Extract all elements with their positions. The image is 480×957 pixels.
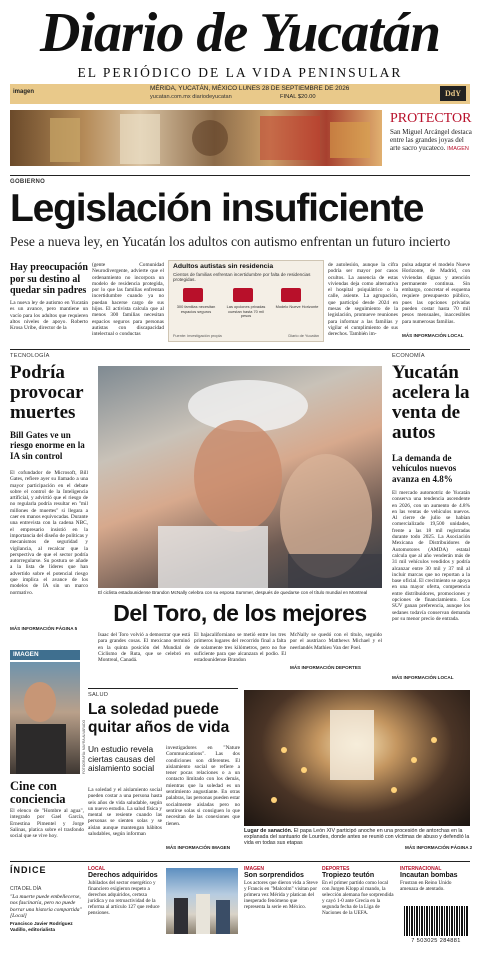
infobox-credit: Diario de Yucatán xyxy=(288,333,319,338)
health-col2: investigadores en "Nature Communications". Las dos condiciones son diferentes. El aislamiento social se refiere a tener pocas relaciones o a un contacto limitado con los demás, mientras que la soledad es un sentimiento angustiante. En otras palabras, las personas pueden estar socialmente aisladas pero no sentirse solas si consiguen lo que necesitan de las conexiones que tienen. xyxy=(166,745,240,827)
infobox-source: Fuente: investigación propia xyxy=(173,333,222,338)
tech-subhead: Bill Gates ve un riesgo enorme en la IA sin control xyxy=(10,430,85,461)
index-item-headline: Tropiezo teutón xyxy=(322,872,375,879)
health-subhead: Un estudio revela ciertas causas del aislamiento social xyxy=(88,744,156,774)
actor-photo-art xyxy=(10,662,80,774)
lead-more-info[interactable]: MÁS INFORMACIÓN LOCAL xyxy=(402,333,464,338)
infobox-item1: 300 familias necesitan espacios seguros xyxy=(176,304,216,314)
lead-section: GOBIERNO xyxy=(10,179,46,185)
index-item-category: IMAGEN xyxy=(244,866,264,872)
lead-subhead: Pese a nueva ley, en Yucatán los adultos con autismo enfrentan un futuro incierto xyxy=(10,234,451,249)
health-col1: La soledad y el aislamiento social pueden costar a una persona hasta seis años de vida saludable, según un nuevo estudio. La salud física y mental se resiente cuando las personas se sienten solas y se aíslan aunque mantengan hábitos saludables, según informan xyxy=(88,787,162,838)
cyclist-caption: El ciclista estadounidense Brandon McNally celebra con su esposa Summer, después de quedarse con el título mundial en Montreal xyxy=(98,590,368,595)
protector-photo[interactable] xyxy=(10,110,382,166)
cyclist-photo-art xyxy=(98,366,382,588)
lead-col4: de autolesión, aunque la cifra podría ser mayor por casos ocultos. La ausencia de estas viviendas deja como alternativa el hospital psiquiátrico o la calle, asiente. La agrupación, que participó desde 2024 en mesas de seguimiento de la legislación, promueve reuniones para informar a las familias y vigilar el cumplimiento de sus derechos. También im- xyxy=(328,262,398,338)
actor-photo[interactable] xyxy=(10,662,80,774)
lead-col5: pulsa adaptar el modelo Nueve Horizonte, de Madrid, con viviendas dignas y atención permanente continua. Sin embargo, concretar el esquema requiere presupuesto público, pues las opciones privadas pueden costar hasta 70 mil pesos mensuales, inaccesibles para numerosas familias. xyxy=(402,262,470,325)
tech-more-info[interactable]: MÁS INFORMACIÓN PÁGINA 5 xyxy=(10,626,78,631)
sports-col3: McNally se quedó con el título, seguido por el austriaco Matthews Michael y el neerlandés Mathieu Van der Poel. xyxy=(290,632,382,651)
imagen-body: El elenco de "Hombre al agua", integrado por Gael García, Ernestina Pimentel y Jorge Salinas, platica sobre el trasfondo social que se vive hoy. xyxy=(10,808,84,840)
barcode xyxy=(404,906,468,936)
imagen-label[interactable]: IMAGEN xyxy=(13,651,39,658)
dateline: MÉRIDA, YUCATÁN, MÉXICO LUNES 28 DE SEPTIEMBRE DE 2026 xyxy=(150,85,350,92)
economy-more-info[interactable]: MÁS INFORMACIÓN LOCAL xyxy=(392,675,454,680)
sports-col1: Isaac del Toro volvió a demostrar que está para grandes cosas. El mexicano terminó en la quinta posición del Mundial de Ciclismo de Ruta, que se celebró en Montreal, Canadá. xyxy=(98,632,190,664)
economy-body: El mercado automotriz de Yucatán conserva una tendencia ascendente en 2026, con un aumento de 4.8% en las ventas de vehículos nuevos. Al cierre de julio se habían comercializado 19,500 unidades, frente a las 18 mil registradas durante todo 2025. La Asociación Mexicana de Distribuidores de Automotores (AMDA) estatal calcula que al año venderán más de 31 mil vehículos vendidos y podría alcanzar entre 30 mil y 37 mil al incluir marcas que no reportan a la base oficial. El crecimiento se apoya en una mayor oferta, competencia entre distribuidores, promociones y opciones de financiamiento. Los SUV ganan preferencia, aunque los sedanes todavía conservan demanda por su menor precio de entrada. xyxy=(392,490,470,622)
sports-col2: El bajacaliforniano se metió entre los tres primeros lugares del recorrido final a falta de solamente tres kilómetros, pero no fue suficiente para que alcanzara el podio. El estadounidense Brandon xyxy=(194,632,286,664)
economy-subhead: La demanda de vehículos nuevos avanza en 4.8% xyxy=(392,453,457,484)
index-item-text: En el primer partido como local con Jurgen Klopp al mando, la selección alemana fue sorprendida y cayó 1-0 ante Grecia en la segunda fecha de la Liga de Naciones de la UEFA. xyxy=(322,879,394,916)
local-thumbnail-art xyxy=(166,868,238,934)
infobox-item2: Las opciones privadas cuestan hasta 70 mil pesos xyxy=(226,304,266,319)
promo-label[interactable]: PROTECTOR xyxy=(390,111,472,126)
index-top-rule xyxy=(10,861,470,862)
masthead-tagline: EL PERIÓDICO DE LA VIDA PENINSULAR xyxy=(77,65,403,80)
barcode-number: 7 503025 284881 xyxy=(404,938,468,944)
index-item-text: Jubilados del sector energético y financiero exigieron respeto a derechos adquiridos, certeza jurídica y no retroactividad de la reforma al artículo 127 que reduce pensiones. xyxy=(88,879,160,916)
masthead-title[interactable]: Diario de Yucatán xyxy=(40,2,440,64)
lead-col1: La nueva ley de autismo en Yucatán es un avance, pero mantiene un vacío para los adultos que requieren altos niveles de apoyo. Roberto Krosa Uribe, director de la xyxy=(10,300,88,332)
tech-top-rule xyxy=(10,349,470,350)
pope-caption-lead: Lugar de sanación. xyxy=(244,828,293,834)
lead-side-head: Hay preocupación por su destino al quedar sin padres xyxy=(10,262,88,296)
index-item-imagen[interactable] xyxy=(244,866,318,910)
index-item-text: Los actores que dieron vida a Steve y Francis en "Malcolm" visitan por primera vez Mérida y platican del inesperado fenómeno que representa la serie en México. xyxy=(244,879,318,910)
health-top-rule xyxy=(88,688,238,689)
infobox-subtitle: Cientos de familias enfrentan incertidumbre por falta de residencias protegidas. xyxy=(173,272,311,283)
index-title: ÍNDICE xyxy=(10,865,47,875)
index-item-headline: Son sorprendidos xyxy=(244,872,304,879)
lead-col2: (gente Comunidad Neurodivergente, advierte que el ordenamiento no incorpora un modelo de residencia protegida, por lo que las familias enfrentan incertidumbre cuando ya no puedan hacerse cargo de sus hijos. El activista calcula que al menos 300 familias necesitan espacios seguros para personas autistas con discapacidad intelectual o conductas xyxy=(92,262,164,338)
index-item-category: DEPORTES xyxy=(322,866,350,872)
pope-caption xyxy=(244,828,470,847)
local-thumbnail[interactable] xyxy=(166,868,238,934)
imagen-badge[interactable]: imagen xyxy=(13,89,35,95)
building-icon xyxy=(233,288,253,302)
quote-label: CITA DEL DÍA xyxy=(10,886,42,892)
index-item-internacional[interactable] xyxy=(400,866,470,892)
tech-headline[interactable]: Podría provocar muertes xyxy=(10,362,84,423)
sports-more-info[interactable]: MÁS INFORMACIÓN DEPORTES xyxy=(290,665,361,670)
index-item-deportes[interactable] xyxy=(322,866,396,916)
price: FINAL $20.00 xyxy=(280,94,316,100)
index-item-category: INTERNACIONAL xyxy=(400,866,442,872)
quote-author: Francisco Javier Rodríguez Vadillo, editorialista xyxy=(10,922,73,933)
index-item-local[interactable] xyxy=(88,866,162,916)
pope-caption-body: El papa León XIV participó anoche en una procesión de antorchas en la explanada del santuario de Lourdes, donde antes se reunió con víctimas de abuso y defendió la vida en todas sus etapas xyxy=(244,828,470,847)
lead-top-rule xyxy=(10,175,470,176)
promo-tag: IMAGEN xyxy=(447,146,469,153)
pope-photo[interactable] xyxy=(244,690,470,826)
ddy-badge: DdY xyxy=(440,86,466,101)
tech-body: El cofundador de Microsoft, Bill Gates, refiere ayer su llamado a una mayor participación en el debate sobre el control de la Inteligencia artificial, y advirtió que el riesgo de no regularla podría resultar en "mil millones de muertes" si llegara a caer en manos equivocadas. Durante una entrevista con la cadena NBC, el empresario insistió en la importancia del diseño de políticas y mecanismos de seguridad y vigilancia, al recalcar que la perspectiva de que el sector podría autorregularse. Su postura se añade a la lista de líderes que han advertido sobre el potencial riesgo que implica el avance de los modelos de IA sin un marco normativo. xyxy=(10,470,88,596)
masthead-urls[interactable]: yucatan.com.mx diariodeyucatan xyxy=(150,94,232,100)
health-section: SALUD xyxy=(88,692,109,698)
lead-headline[interactable]: Legislación insuficiente xyxy=(10,187,424,230)
promo-text-body: San Miguel Arcángel destaca entre las grandes joyas del arte sacro yucateco. xyxy=(390,128,472,153)
imagen-headline[interactable]: Cine con conciencia xyxy=(10,779,66,806)
pope-photo-art xyxy=(244,690,470,826)
family-icon xyxy=(183,288,203,302)
money-icon xyxy=(281,288,301,302)
sports-headline[interactable]: Del Toro, de los mejores xyxy=(113,600,367,626)
cyclist-photo[interactable] xyxy=(98,366,382,588)
infobox-item3: Modelo Nueve Horizonte xyxy=(275,304,319,309)
infobox xyxy=(168,260,324,342)
protector-photo-art xyxy=(10,110,382,166)
index-item-headline: Incautan bombas xyxy=(400,872,458,879)
health-more-info[interactable]: MÁS INFORMACIÓN IMAGEN xyxy=(166,845,231,850)
economy-headline[interactable]: Yucatán acelera la venta de autos xyxy=(392,362,470,443)
promo-text xyxy=(390,128,475,154)
tech-section: TECNOLOGÍA xyxy=(10,353,50,359)
pope-more-info[interactable]: MÁS INFORMACIÓN PÁGINA 2 xyxy=(405,845,473,850)
index-item-headline: Derechos adquiridos xyxy=(88,872,158,879)
health-headline[interactable]: La soledad puede quitar años de vida xyxy=(88,701,230,736)
economy-section: ECONOMÍA xyxy=(392,353,425,359)
index-item-text: Frustran en Reino Unido amenaza de atentado. xyxy=(400,879,452,892)
quote-text: "La muerte puede embellecerse, nos fascinaría, pero no puede borrar una historia compartida" [Local] xyxy=(10,894,82,920)
index-item-category: LOCAL xyxy=(88,866,106,872)
actor-photo-credit: FOTOGRAFÍA: MAYRA ALVARADO xyxy=(82,719,86,774)
infobox-title: Adultos autistas sin residencia xyxy=(173,263,274,270)
